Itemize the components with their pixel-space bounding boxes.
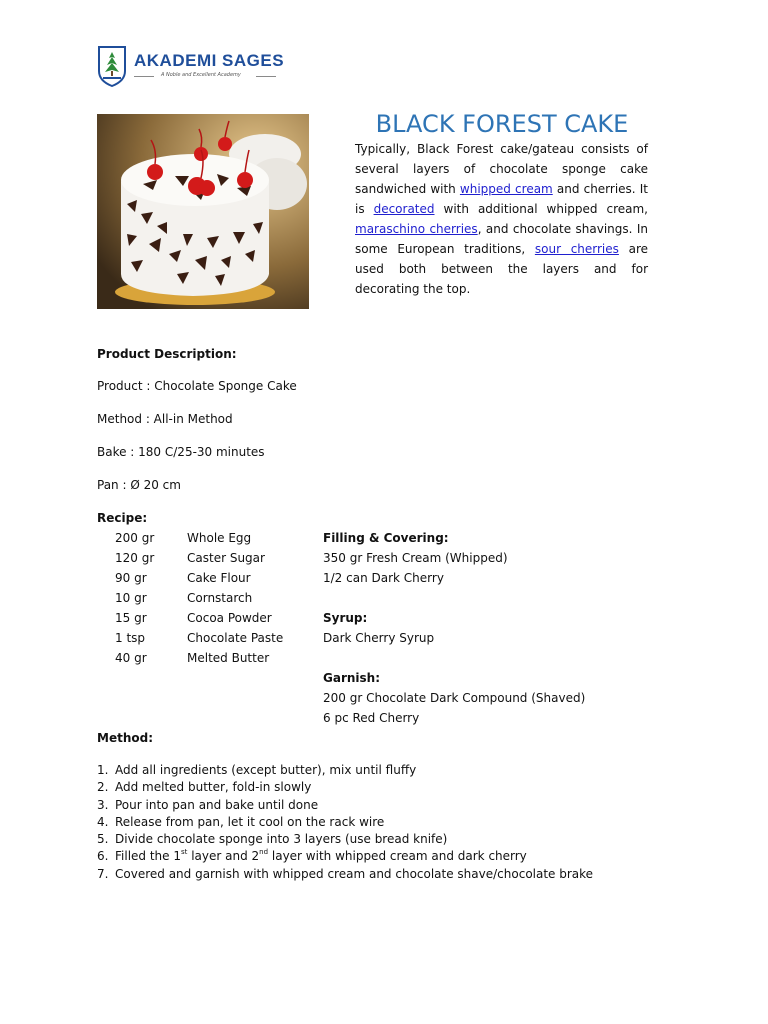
ingredient-name: Cocoa Powder bbox=[187, 611, 272, 625]
step-text: Covered and garnish with whipped cream and chocolate shave/chocolate brake bbox=[115, 866, 594, 881]
step-text: layer and 2 bbox=[187, 849, 260, 864]
intro-paragraph bbox=[355, 139, 648, 299]
ingredient-qty: 10 gr bbox=[115, 591, 147, 605]
crest-icon bbox=[97, 45, 127, 87]
academy-logo bbox=[97, 45, 287, 87]
step-number: 7. bbox=[97, 866, 109, 881]
step-text: Add melted butter, fold-in slowly bbox=[115, 780, 312, 795]
step-number: 2. bbox=[97, 780, 109, 795]
filling-item: 350 gr Fresh Cream (Whipped) bbox=[323, 551, 508, 565]
ingredient-qty: 1 tsp bbox=[115, 631, 146, 645]
method-step bbox=[97, 797, 593, 814]
ingredient-name: Cornstarch bbox=[187, 591, 253, 605]
brand-name: AKADEMI SAGES bbox=[134, 51, 285, 70]
filling-item: 1/2 can Dark Cherry bbox=[323, 571, 444, 585]
step-text: Release from pan, let it cool on the rack wire bbox=[115, 814, 385, 829]
recipe-title: BLACK FOREST CAKE bbox=[375, 110, 629, 138]
step-number: 6. bbox=[97, 849, 109, 864]
intro-text: and cherries. It is bbox=[355, 182, 648, 216]
ingredient-name: Chocolate Paste bbox=[187, 631, 284, 645]
method-line: Method : All-in Method bbox=[97, 412, 233, 426]
link-whipped-cream[interactable]: whipped cream bbox=[459, 182, 553, 196]
ingredient-name: Cake Flour bbox=[187, 571, 251, 585]
syrup-heading: Syrup: bbox=[323, 611, 368, 625]
step-number: 4. bbox=[97, 814, 109, 829]
filling-heading: Filling & Covering: bbox=[323, 531, 449, 545]
ingredient-qty: 40 gr bbox=[115, 651, 147, 665]
step-text: layer with whipped cream and dark cherry bbox=[268, 849, 527, 864]
bake-line: Bake : 180 C/25-30 minutes bbox=[97, 445, 265, 459]
syrup-item: Dark Cherry Syrup bbox=[323, 631, 435, 645]
link-maraschino-cherries[interactable]: maraschino cherries bbox=[355, 222, 478, 236]
pan-line: Pan : Ø 20 cm bbox=[97, 478, 181, 492]
ordinal-suffix: nd bbox=[259, 848, 269, 857]
link-sour-cherries[interactable]: sour cherries bbox=[534, 242, 619, 256]
tagline-text: A Noble and Excellent Academy bbox=[161, 72, 241, 78]
method-step bbox=[97, 866, 593, 883]
ingredient-qty: 200 gr bbox=[115, 531, 155, 545]
intro-text: with additional whipped cream, bbox=[434, 202, 648, 216]
method-step bbox=[97, 762, 593, 779]
product-description-heading: Product Description: bbox=[97, 347, 237, 361]
step-number: 5. bbox=[97, 832, 109, 847]
ingredient-qty: 120 gr bbox=[115, 551, 155, 565]
method-step bbox=[97, 848, 593, 865]
ingredient-name: Melted Butter bbox=[187, 651, 270, 665]
step-text: Filled the 1 bbox=[115, 849, 181, 864]
ingredient-qty: 90 gr bbox=[115, 571, 147, 585]
step-text: Divide chocolate sponge into 3 layers (use bread knife) bbox=[115, 832, 448, 847]
cake-photo bbox=[97, 114, 309, 309]
method-heading: Method: bbox=[97, 731, 153, 745]
method-step bbox=[97, 814, 593, 831]
garnish-item: 6 pc Red Cherry bbox=[323, 711, 420, 725]
recipe-heading: Recipe: bbox=[97, 511, 148, 525]
step-number: 1. bbox=[97, 763, 109, 777]
method-steps bbox=[97, 762, 593, 883]
step-text: Pour into pan and bake until done bbox=[115, 797, 319, 812]
ingredient-qty: 15 gr bbox=[115, 611, 147, 625]
intro-text: are used both between the layers and for decorating the top. bbox=[355, 242, 648, 296]
link-decorated[interactable]: decorated bbox=[373, 202, 435, 216]
ordinal-suffix: st bbox=[181, 848, 188, 857]
garnish-heading: Garnish: bbox=[323, 671, 381, 685]
ingredient-name: Whole Egg bbox=[187, 531, 252, 545]
step-text: Add all ingredients (except butter), mix until fluffy bbox=[115, 763, 417, 777]
product-line: Product : Chocolate Sponge Cake bbox=[97, 379, 297, 393]
method-step bbox=[97, 831, 593, 848]
garnish-item: 200 gr Chocolate Dark Compound (Shaved) bbox=[323, 691, 586, 705]
ingredient-name: Caster Sugar bbox=[187, 551, 265, 565]
intro-text: , and chocolate shavings. In some European traditions, bbox=[355, 222, 649, 256]
step-number: 3. bbox=[97, 797, 109, 812]
method-step bbox=[97, 779, 593, 796]
intro-text: Typically, Black Forest cake/gateau consists of several layers of chocolate sponge cake sandwiched with bbox=[355, 142, 648, 196]
